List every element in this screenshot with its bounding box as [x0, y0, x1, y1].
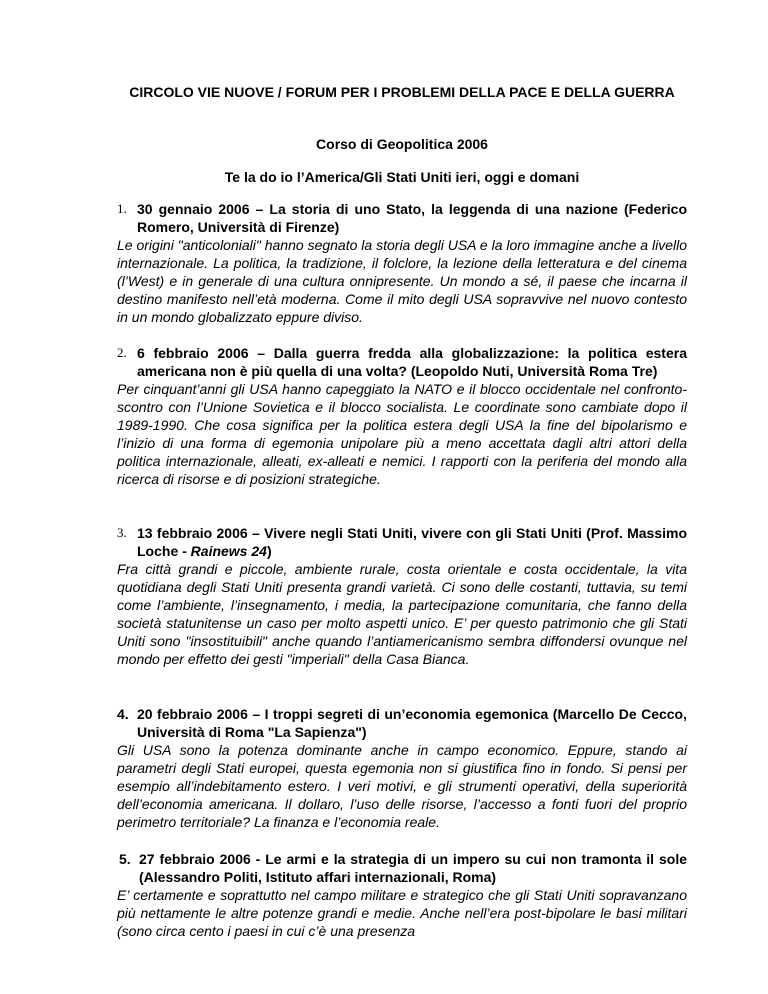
- lecture-number: 2.: [117, 345, 127, 360]
- org-title: CIRCOLO VIE NUOVE / FORUM PER I PROBLEMI DELLA PACE E DELLA GUERRA: [129, 84, 675, 100]
- lecture-title: 30 gennaio 2006 – La storia di uno Stato, la leggenda di una nazione (Federico Romero, Università di Firenze): [137, 201, 687, 235]
- lecture-title: [137, 524, 687, 560]
- lecture-description: E’ certamente e soprattutto nel campo militare e strategico che gli Stati Uniti sopravanzano più nettamente le altre potenze grandi e medie. Anche nell’era post-bipolare le basi militari (sono circa cento i paesi in cui c’è una presenza: [117, 887, 687, 939]
- lecture-title: 20 febbraio 2006 – I troppi segreti di un’economia egemonica (Marcello De Cecco, Università di Roma "La Sapienza"): [137, 706, 687, 740]
- lecture-number: 5.: [119, 851, 131, 867]
- lecture-2: [117, 344, 687, 488]
- lecture-5: [117, 850, 687, 940]
- lecture-description: Le origini "anticoloniali" hanno segnato la storia degli USA e la loro immagine anche a livello internazionale. La politica, la tradizione, il folclore, la lezione della letteratura e del cinema (l’West) e in generale di una cultura onnipresente. Un mondo a sé, il paese che incarna il destino manifesto nell’età moderna. Come il mito degli USA sopravvive nel nuovo contesto in un mondo globalizzato eppure diviso.: [117, 237, 687, 325]
- lecture-description: Fra città grandi e piccole, ambiente rurale, costa orientale e costa occidentale, la vita quotidiana degli Stati Uniti presenta grandi varietà. Ci sono delle costanti, tuttavia, su temi come l’ambiente, l’insegnamento, i media, la partecipazione comunitaria, che fanno della società statunitense un caso per molto aspetti unico. E’ per questo patrimonio che gli Stati Uniti sono "insostituibili" anche quando l’antiamericanismo sembra diffondersi ovunque nel mondo per effetto dei gesti "imperiali" della Casa Bianca.: [117, 561, 687, 667]
- lecture-title-end: ): [266, 543, 272, 559]
- course-title: Corso di Geopolitica 2006: [316, 136, 488, 152]
- lecture-3: [117, 524, 687, 668]
- lecture-title-source: Rainews 24: [190, 543, 267, 559]
- lecture-1: [117, 200, 687, 326]
- lecture-number: 1.: [117, 201, 127, 216]
- lecture-description: Gli USA sono la potenza dominante anche in campo economico. Eppure, stando ai parametri degli Stati europei, questa egemonia non si giustifica fino in fondo. Si pensi per esempio all’indebitamento estero. I veri motivi, e gli strumenti operativi, della superiorità dell’economia americana. Il dollaro, l’uso delle risorse, l’accesso a fonti fuori del proprio perimetro territoriale? La finanza e l’economia reale.: [117, 742, 687, 830]
- lecture-number: 4.: [117, 706, 129, 722]
- lecture-number: 3.: [117, 525, 127, 540]
- course-subtitle: Te la do io l’America/Gli Stati Uniti ieri, oggi e domani: [224, 169, 580, 185]
- lecture-title-text: 13 febbraio 2006 – Vivere negli Stati Uniti, vivere con gli Stati Uniti (Prof. Massimo Loche -: [137, 525, 687, 559]
- lecture-title: 6 febbraio 2006 – Dalla guerra fredda alla globalizzazione: la politica estera americana non è più quella di una volta? (Leopoldo Nuti, Università Roma Tre): [137, 345, 687, 379]
- lecture-description: Per cinquant’anni gli USA hanno capeggiato la NATO e il blocco occidentale nel confronto-scontro con l’Unione Sovietica e il blocco socialista. Le coordinate sono cambiate dopo il 1989-1990. Che cosa significa per la politica estera degli USA la fine del bipolarismo e l’inizio di una forma di egemonia unipolare più a meno accettata dagli altri attori della politica internazionale, alleati, ex-alleati e nemici. I rapporti con la periferia del mondo alla ricerca di risorse e di posizioni strategiche.: [117, 381, 687, 487]
- lecture-title: 27 febbraio 2006 - Le armi e la strategia di un impero su cui non tramonta il sole (Alessandro Politi, Istituto affari internazionali, Roma): [139, 851, 687, 885]
- lecture-4: [117, 705, 687, 831]
